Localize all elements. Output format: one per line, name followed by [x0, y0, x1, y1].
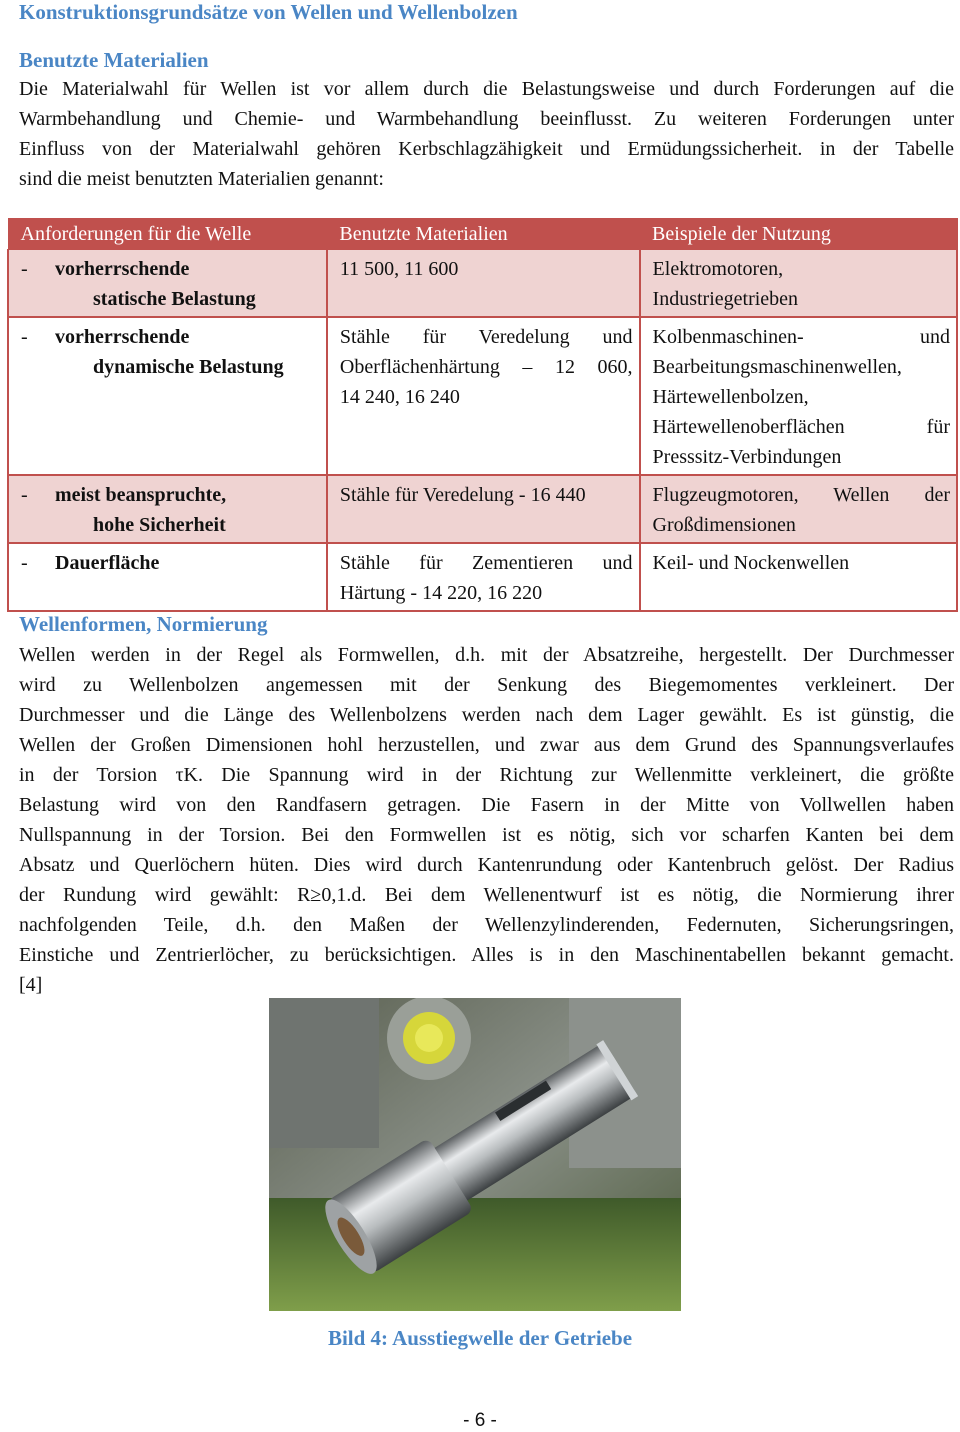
list-dash: - [21, 326, 28, 348]
paragraph-line: Wellen werden in der Regel als Formwellen, d.h. mit der Absatzreihe, hergestellt. Der Durchmesser [19, 644, 954, 666]
materials-line: Härtung - 14 220, 16 220 [339, 582, 543, 604]
shaft-forms-paragraph [19, 640, 954, 1000]
requirement-line: vorherrschende [55, 258, 190, 280]
section-heading-shaft-forms: Wellenformen, Normierung [19, 612, 268, 636]
examples-line: Presssitz-Verbindungen [652, 446, 842, 468]
requirement-line: meist beanspruchte, [55, 484, 227, 506]
examples-line: Kolbenmaschinen- und [652, 326, 950, 348]
paragraph-line: Nullspannung in der Torsion. Bei den Formwellen ist es nötig, sich vor scharfen Kanten bei dem [19, 824, 954, 846]
paragraph-line: nachfolgenden Teile, d.h. den Maßen der Wellenzylinderenden, Federnuten, Sicherungsringen, [19, 914, 954, 936]
requirement-cell [8, 317, 327, 475]
materials-line: Stähle für Zementieren und [339, 552, 633, 574]
table-row [8, 250, 957, 318]
paragraph-line: Warmbehandlung und Chemie- und Warmbehandlung beeinflusst. Zu weiteren Forderungen unter [19, 108, 954, 130]
section-heading-materials: Benutzte Materialien [19, 48, 209, 72]
paragraph-line: Durchmesser und die Länge des Wellenbolzens werden nach dem Lager gewählt. Es ist günstig, die [19, 704, 954, 726]
paragraph-line: in der Torsion τK. Die Spannung wird in der Richtung zur Wellenmitte verkleinert, die größte [19, 764, 954, 786]
materials-cell [327, 475, 640, 543]
requirement-line: Dauerfläche [55, 552, 160, 574]
materials-cell [327, 250, 640, 318]
paragraph-line: Einfluss von der Materialwahl gehören Kerbschlagzähigkeit und Ermüdungssicherheit. in der Tabelle [19, 138, 954, 160]
requirement-line: hohe Sicherheit [93, 514, 226, 536]
table-row [8, 317, 957, 475]
requirement-line: statische Belastung [93, 288, 256, 310]
paragraph-line: Wellen der Großen Dimensionen hohl herzustellen, und zwar aus dem Grund des Spannungsverlaufes [19, 734, 954, 756]
column-header-materials: Benutzte Materialien [327, 219, 640, 250]
column-header-requirements: Anforderungen für die Welle [8, 219, 327, 250]
table-row [8, 475, 957, 543]
requirement-line: vorherrschende [55, 326, 190, 348]
examples-line: Bearbeitungsmaschinenwellen, [652, 356, 902, 378]
paragraph-line: wird zu Wellenbolzen angemessen mit der Senkung des Biegemomentes verkleinert. Der [19, 674, 954, 696]
examples-line: Industriegetrieben [652, 288, 799, 310]
paragraph-line: Belastung wird von den Randfasern getragen. Die Fasern in der Mitte von Vollwellen haben [19, 794, 954, 816]
paragraph-line: Absatz und Querlöchern hüten. Dies wird durch Kantenrundung oder Kantenbruch gelöst. Der Radius [19, 854, 954, 876]
gearbox-output-shaft-photo [269, 998, 681, 1311]
table-header-row [8, 219, 957, 250]
examples-line: Großdimensionen [652, 514, 796, 536]
page-number: - 6 - [463, 1410, 497, 1431]
table-row [8, 543, 957, 611]
examples-line: Flugzeugmotoren, Wellen der [652, 484, 950, 506]
examples-line: Härtewellenoberflächen für [652, 416, 950, 438]
examples-cell [640, 250, 957, 318]
examples-line: Härtewellenbolzen, [652, 386, 809, 408]
requirement-cell [8, 543, 327, 611]
materials-cell [327, 317, 640, 475]
materials-line: 11 500, 11 600 [339, 258, 459, 280]
list-dash: - [21, 484, 28, 506]
examples-cell [640, 317, 957, 475]
examples-line: Keil- und Nockenwellen [652, 552, 850, 574]
materials-cell [327, 543, 640, 611]
materials-line: Oberflächenhärtung – 12 060, [339, 356, 633, 378]
list-dash: - [21, 258, 28, 280]
document-title: Konstruktionsgrundsätze von Wellen und Wellenbolzen [19, 0, 518, 24]
paragraph-line: der Rundung wird gewählt: R≥0,1.d. Bei dem Wellenentwurf ist es nötig, die Normierung ihrer [19, 884, 954, 906]
paragraph-line: [4] [19, 974, 43, 996]
requirement-line: dynamische Belastung [93, 356, 284, 378]
materials-table [7, 218, 958, 612]
paragraph-line: Die Materialwahl für Wellen ist vor allem durch die Belastungsweise und durch Forderungen auf die [19, 78, 954, 100]
paragraph-line: sind die meist benutzten Materialien genannt: [19, 168, 384, 190]
paragraph-line: Einstiche und Zentrierlöcher, zu berücksichtigen. Alles is in den Maschinentabellen bekannt gemacht. [19, 944, 954, 966]
materials-paragraph [19, 74, 954, 194]
materials-line: Stähle für Veredelung - 16 440 [339, 484, 586, 506]
materials-line: Stähle für Veredelung und [339, 326, 633, 348]
examples-line: Elektromotoren, [652, 258, 784, 280]
materials-line: 14 240, 16 240 [339, 386, 460, 408]
examples-cell [640, 543, 957, 611]
examples-cell [640, 475, 957, 543]
list-dash: - [21, 552, 28, 574]
requirement-cell [8, 475, 327, 543]
requirement-cell [8, 250, 327, 318]
column-header-examples: Beispiele der Nutzung [640, 219, 957, 250]
figure-caption: Bild 4: Ausstiegwelle der Getriebe [327, 1326, 633, 1350]
